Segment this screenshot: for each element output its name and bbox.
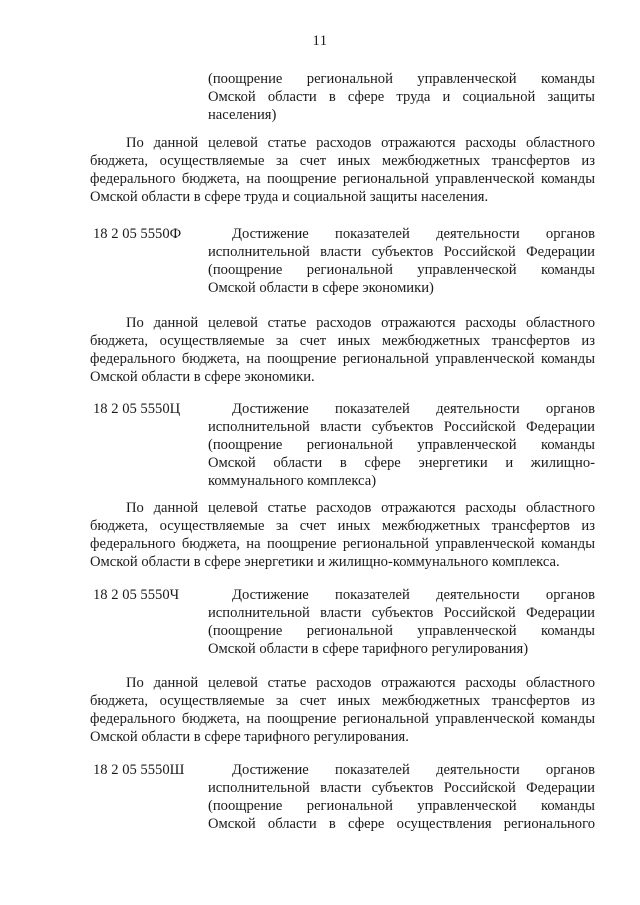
paragraph-line: федерального бюджета, на поощрение региональной управленческой команды <box>90 711 595 727</box>
paragraph-line: бюджета, осуществляемые за счет иных межбюджетных трансфертов из <box>90 333 595 349</box>
paragraph-line: По данной целевой статье расходов отражаются расходы областного <box>126 500 595 516</box>
entry-description-line: (поощрение региональной управленческой команды <box>208 71 595 87</box>
paragraph-line: федерального бюджета, на поощрение региональной управленческой команды <box>90 171 595 187</box>
budget-code: 18 2 05 5550Ш <box>93 762 185 778</box>
page-number: 11 <box>312 33 328 49</box>
budget-code: 18 2 05 5550Ч <box>93 587 180 603</box>
paragraph-line: бюджета, осуществляемые за счет иных межбюджетных трансфертов из <box>90 518 595 534</box>
entry-description-line: Достижение показателей деятельности органов <box>232 762 595 778</box>
paragraph-line: бюджета, осуществляемые за счет иных межбюджетных трансфертов из <box>90 693 595 709</box>
paragraph-line: федерального бюджета, на поощрение региональной управленческой команды <box>90 536 595 552</box>
budget-code: 18 2 05 5550Ц <box>93 401 181 417</box>
paragraph-line: По данной целевой статье расходов отражаются расходы областного <box>126 135 595 151</box>
entry-description-line: Достижение показателей деятельности органов <box>232 226 595 242</box>
paragraph-line: Омской области в сфере тарифного регулирования. <box>90 729 409 745</box>
entry-description-line: коммунального комплекса) <box>208 473 377 489</box>
entry-description-line: Достижение показателей деятельности органов <box>232 587 595 603</box>
paragraph-line: Омской области в сфере энергетики и жилищно-коммунального комплекса. <box>90 554 560 570</box>
entry-description-line: Омской области в сфере энергетики и жилищно- <box>208 455 595 471</box>
entry-description-line: исполнительной власти субъектов Российской Федерации <box>208 419 595 435</box>
entry-description-line: Омской области в сфере труда и социальной защиты <box>208 89 595 105</box>
paragraph-line: Омской области в сфере экономики. <box>90 369 315 385</box>
entry-description-line: Достижение показателей деятельности органов <box>232 401 595 417</box>
entry-description-line: Омской области в сфере экономики) <box>208 280 434 296</box>
entry-description-line: исполнительной власти субъектов Российской Федерации <box>208 780 595 796</box>
entry-description-line: (поощрение региональной управленческой команды <box>208 798 595 814</box>
entry-description-line: (поощрение региональной управленческой команды <box>208 437 595 453</box>
entry-description-line: (поощрение региональной управленческой команды <box>208 623 595 639</box>
paragraph-line: бюджета, осуществляемые за счет иных межбюджетных трансфертов из <box>90 153 595 169</box>
entry-description-line: исполнительной власти субъектов Российской Федерации <box>208 605 595 621</box>
entry-description-line: населения) <box>208 107 277 123</box>
entry-description-line: Омской области в сфере осуществления регионального <box>208 816 595 832</box>
entry-description-line: исполнительной власти субъектов Российской Федерации <box>208 244 595 260</box>
paragraph-line: По данной целевой статье расходов отражаются расходы областного <box>126 675 595 691</box>
budget-code: 18 2 05 5550Ф <box>93 226 182 242</box>
entry-description-line: (поощрение региональной управленческой команды <box>208 262 595 278</box>
paragraph-line: По данной целевой статье расходов отражаются расходы областного <box>126 315 595 331</box>
paragraph-line: Омской области в сфере труда и социальной защиты населения. <box>90 189 489 205</box>
paragraph-line: федерального бюджета, на поощрение региональной управленческой команды <box>90 351 595 367</box>
entry-description-line: Омской области в сфере тарифного регулирования) <box>208 641 529 657</box>
